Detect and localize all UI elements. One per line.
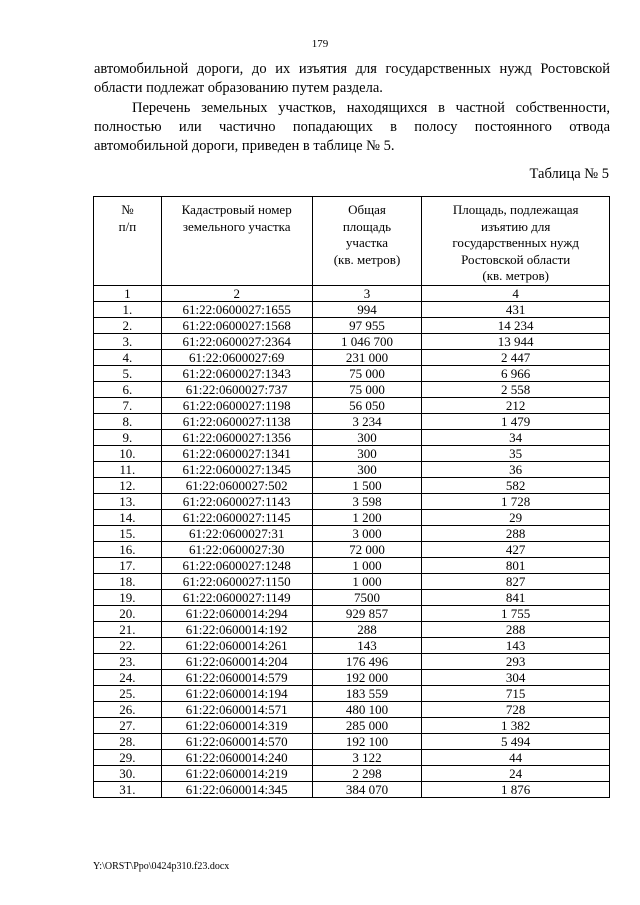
row-number-cell: 5. <box>94 366 162 382</box>
seized-area-cell: 29 <box>422 510 610 526</box>
seized-area-cell: 1 876 <box>422 782 610 798</box>
table-row <box>94 590 610 606</box>
table-row <box>94 606 610 622</box>
total-area-cell: 143 <box>312 638 422 654</box>
total-area-cell: 3 000 <box>312 526 422 542</box>
total-area-cell: 56 050 <box>312 398 422 414</box>
seized-area-cell: 44 <box>422 750 610 766</box>
cadastral-number-cell: 61:22:0600027:1345 <box>161 462 312 478</box>
table-row <box>94 462 610 478</box>
column-number: 1 <box>94 286 162 302</box>
cadastral-number-cell: 61:22:0600014:240 <box>161 750 312 766</box>
table-row <box>94 782 610 798</box>
seized-area-cell: 288 <box>422 622 610 638</box>
row-number-cell: 14. <box>94 510 162 526</box>
seized-area-cell: 431 <box>422 302 610 318</box>
table-row <box>94 702 610 718</box>
total-area-cell: 176 496 <box>312 654 422 670</box>
column-number: 3 <box>312 286 422 302</box>
cadastral-number-cell: 61:22:0600027:1138 <box>161 414 312 430</box>
seized-area-cell: 728 <box>422 702 610 718</box>
total-area-cell: 1 000 <box>312 558 422 574</box>
seized-area-cell: 143 <box>422 638 610 654</box>
table-row <box>94 622 610 638</box>
table-row <box>94 670 610 686</box>
total-area-cell: 994 <box>312 302 422 318</box>
table-row <box>94 366 610 382</box>
total-area-cell: 7500 <box>312 590 422 606</box>
row-number-cell: 10. <box>94 446 162 462</box>
cadastral-number-cell: 61:22:0600014:579 <box>161 670 312 686</box>
cadastral-number-cell: 61:22:0600014:345 <box>161 782 312 798</box>
table-row <box>94 526 610 542</box>
table-row <box>94 302 610 318</box>
cadastral-number-cell: 61:22:0600027:2364 <box>161 334 312 350</box>
cadastral-number-cell: 61:22:0600027:1143 <box>161 494 312 510</box>
total-area-cell: 3 234 <box>312 414 422 430</box>
column-number-row <box>94 286 610 302</box>
cadastral-number-cell: 61:22:0600014:261 <box>161 638 312 654</box>
table-caption: Таблица № 5 <box>529 166 609 182</box>
seized-area-cell: 35 <box>422 446 610 462</box>
footer-file-path: Y:\ORST\Ppo\0424p310.f23.docx <box>93 861 230 872</box>
column-number: 2 <box>161 286 312 302</box>
row-number-cell: 28. <box>94 734 162 750</box>
seized-area-cell: 801 <box>422 558 610 574</box>
row-number-cell: 22. <box>94 638 162 654</box>
table-row <box>94 766 610 782</box>
cadastral-number-cell: 61:22:0600014:570 <box>161 734 312 750</box>
seized-area-cell: 841 <box>422 590 610 606</box>
row-number-cell: 19. <box>94 590 162 606</box>
cadastral-number-cell: 61:22:0600027:1341 <box>161 446 312 462</box>
total-area-cell: 3 598 <box>312 494 422 510</box>
table-row <box>94 430 610 446</box>
cadastral-number-cell: 61:22:0600027:1356 <box>161 430 312 446</box>
seized-area-cell: 293 <box>422 654 610 670</box>
total-area-cell: 183 559 <box>312 686 422 702</box>
seized-area-cell: 2 447 <box>422 350 610 366</box>
row-number-cell: 29. <box>94 750 162 766</box>
row-number-cell: 23. <box>94 654 162 670</box>
row-number-cell: 18. <box>94 574 162 590</box>
seized-area-cell: 304 <box>422 670 610 686</box>
table-row <box>94 494 610 510</box>
row-number-cell: 26. <box>94 702 162 718</box>
row-number-cell: 30. <box>94 766 162 782</box>
table-row <box>94 718 610 734</box>
row-number-cell: 31. <box>94 782 162 798</box>
cadastral-number-cell: 61:22:0600027:1343 <box>161 366 312 382</box>
row-number-cell: 13. <box>94 494 162 510</box>
total-area-cell: 1 500 <box>312 478 422 494</box>
header-total-area: Общая площадь участка (кв. метров) <box>312 197 422 286</box>
table-row <box>94 318 610 334</box>
table-row <box>94 734 610 750</box>
header-seized-area: Площадь, подлежащая изъятию для государственных нужд Ростовской области (кв. метров) <box>422 197 610 286</box>
seized-area-cell: 827 <box>422 574 610 590</box>
total-area-cell: 231 000 <box>312 350 422 366</box>
total-area-cell: 1 200 <box>312 510 422 526</box>
cadastral-number-cell: 61:22:0600014:571 <box>161 702 312 718</box>
cadastral-number-cell: 61:22:0600014:204 <box>161 654 312 670</box>
total-area-cell: 72 000 <box>312 542 422 558</box>
row-number-cell: 25. <box>94 686 162 702</box>
total-area-cell: 300 <box>312 462 422 478</box>
table-row <box>94 510 610 526</box>
row-number-cell: 9. <box>94 430 162 446</box>
row-number-cell: 12. <box>94 478 162 494</box>
cadastral-number-cell: 61:22:0600027:30 <box>161 542 312 558</box>
table-row <box>94 638 610 654</box>
header-number: № п/п <box>94 197 162 286</box>
total-area-cell: 75 000 <box>312 382 422 398</box>
table-row <box>94 350 610 366</box>
row-number-cell: 6. <box>94 382 162 398</box>
cadastral-number-cell: 61:22:0600027:737 <box>161 382 312 398</box>
row-number-cell: 11. <box>94 462 162 478</box>
seized-area-cell: 1 755 <box>422 606 610 622</box>
row-number-cell: 17. <box>94 558 162 574</box>
table-row <box>94 686 610 702</box>
row-number-cell: 7. <box>94 398 162 414</box>
seized-area-cell: 36 <box>422 462 610 478</box>
total-area-cell: 384 070 <box>312 782 422 798</box>
seized-area-cell: 34 <box>422 430 610 446</box>
table-row <box>94 542 610 558</box>
table-row <box>94 334 610 350</box>
total-area-cell: 1 046 700 <box>312 334 422 350</box>
total-area-cell: 288 <box>312 622 422 638</box>
row-number-cell: 3. <box>94 334 162 350</box>
cadastral-number-cell: 61:22:0600027:1198 <box>161 398 312 414</box>
seized-area-cell: 1 728 <box>422 494 610 510</box>
table-row <box>94 398 610 414</box>
total-area-cell: 192 000 <box>312 670 422 686</box>
total-area-cell: 929 857 <box>312 606 422 622</box>
seized-area-cell: 6 966 <box>422 366 610 382</box>
row-number-cell: 21. <box>94 622 162 638</box>
table-row <box>94 654 610 670</box>
table-row <box>94 446 610 462</box>
total-area-cell: 300 <box>312 430 422 446</box>
row-number-cell: 4. <box>94 350 162 366</box>
cadastral-number-cell: 61:22:0600027:1248 <box>161 558 312 574</box>
cadastral-number-cell: 61:22:0600014:219 <box>161 766 312 782</box>
row-number-cell: 15. <box>94 526 162 542</box>
total-area-cell: 3 122 <box>312 750 422 766</box>
cadastral-number-cell: 61:22:0600027:1568 <box>161 318 312 334</box>
total-area-cell: 480 100 <box>312 702 422 718</box>
cadastral-number-cell: 61:22:0600014:192 <box>161 622 312 638</box>
cadastral-number-cell: 61:22:0600014:294 <box>161 606 312 622</box>
paragraph-1: автомобильной дороги, до их изъятия для государственных нужд Ростовской области подлежат образованию путем раздела. <box>94 61 610 96</box>
seized-area-cell: 582 <box>422 478 610 494</box>
table-row <box>94 558 610 574</box>
row-number-cell: 16. <box>94 542 162 558</box>
cadastral-number-cell: 61:22:0600027:69 <box>161 350 312 366</box>
seized-area-cell: 2 558 <box>422 382 610 398</box>
row-number-cell: 27. <box>94 718 162 734</box>
seized-area-cell: 13 944 <box>422 334 610 350</box>
table-row <box>94 574 610 590</box>
row-number-cell: 1. <box>94 302 162 318</box>
total-area-cell: 192 100 <box>312 734 422 750</box>
seized-area-cell: 24 <box>422 766 610 782</box>
cadastral-number-cell: 61:22:0600027:1145 <box>161 510 312 526</box>
header-cadastral-number: Кадастровый номер земельного участка <box>161 197 312 286</box>
row-number-cell: 20. <box>94 606 162 622</box>
total-area-cell: 75 000 <box>312 366 422 382</box>
cadastral-number-cell: 61:22:0600027:1149 <box>161 590 312 606</box>
row-number-cell: 2. <box>94 318 162 334</box>
table-row <box>94 478 610 494</box>
table-header-row <box>94 197 610 286</box>
total-area-cell: 285 000 <box>312 718 422 734</box>
seized-area-cell: 1 479 <box>422 414 610 430</box>
total-area-cell: 1 000 <box>312 574 422 590</box>
cadastral-number-cell: 61:22:0600027:31 <box>161 526 312 542</box>
cadastral-number-cell: 61:22:0600027:1655 <box>161 302 312 318</box>
seized-area-cell: 427 <box>422 542 610 558</box>
cadastral-number-cell: 61:22:0600027:1150 <box>161 574 312 590</box>
paragraph-2: Перечень земельных участков, находящихся в частной собственности, полностью или частично попадающих в полосу постоянного отвода автомобильной дороги, приведен в таблице № 5. <box>94 100 610 154</box>
total-area-cell: 97 955 <box>312 318 422 334</box>
seized-area-cell: 288 <box>422 526 610 542</box>
table-row <box>94 750 610 766</box>
total-area-cell: 2 298 <box>312 766 422 782</box>
table-body <box>94 302 610 798</box>
cadastral-number-cell: 61:22:0600027:502 <box>161 478 312 494</box>
total-area-cell: 300 <box>312 446 422 462</box>
cadastral-number-cell: 61:22:0600014:319 <box>161 718 312 734</box>
column-number: 4 <box>422 286 610 302</box>
seized-area-cell: 5 494 <box>422 734 610 750</box>
seized-area-cell: 1 382 <box>422 718 610 734</box>
table-row <box>94 382 610 398</box>
page-number: 179 <box>311 38 329 50</box>
cadastral-number-cell: 61:22:0600014:194 <box>161 686 312 702</box>
row-number-cell: 8. <box>94 414 162 430</box>
land-plots-table <box>93 196 610 798</box>
table-row <box>94 414 610 430</box>
row-number-cell: 24. <box>94 670 162 686</box>
seized-area-cell: 715 <box>422 686 610 702</box>
seized-area-cell: 14 234 <box>422 318 610 334</box>
seized-area-cell: 212 <box>422 398 610 414</box>
